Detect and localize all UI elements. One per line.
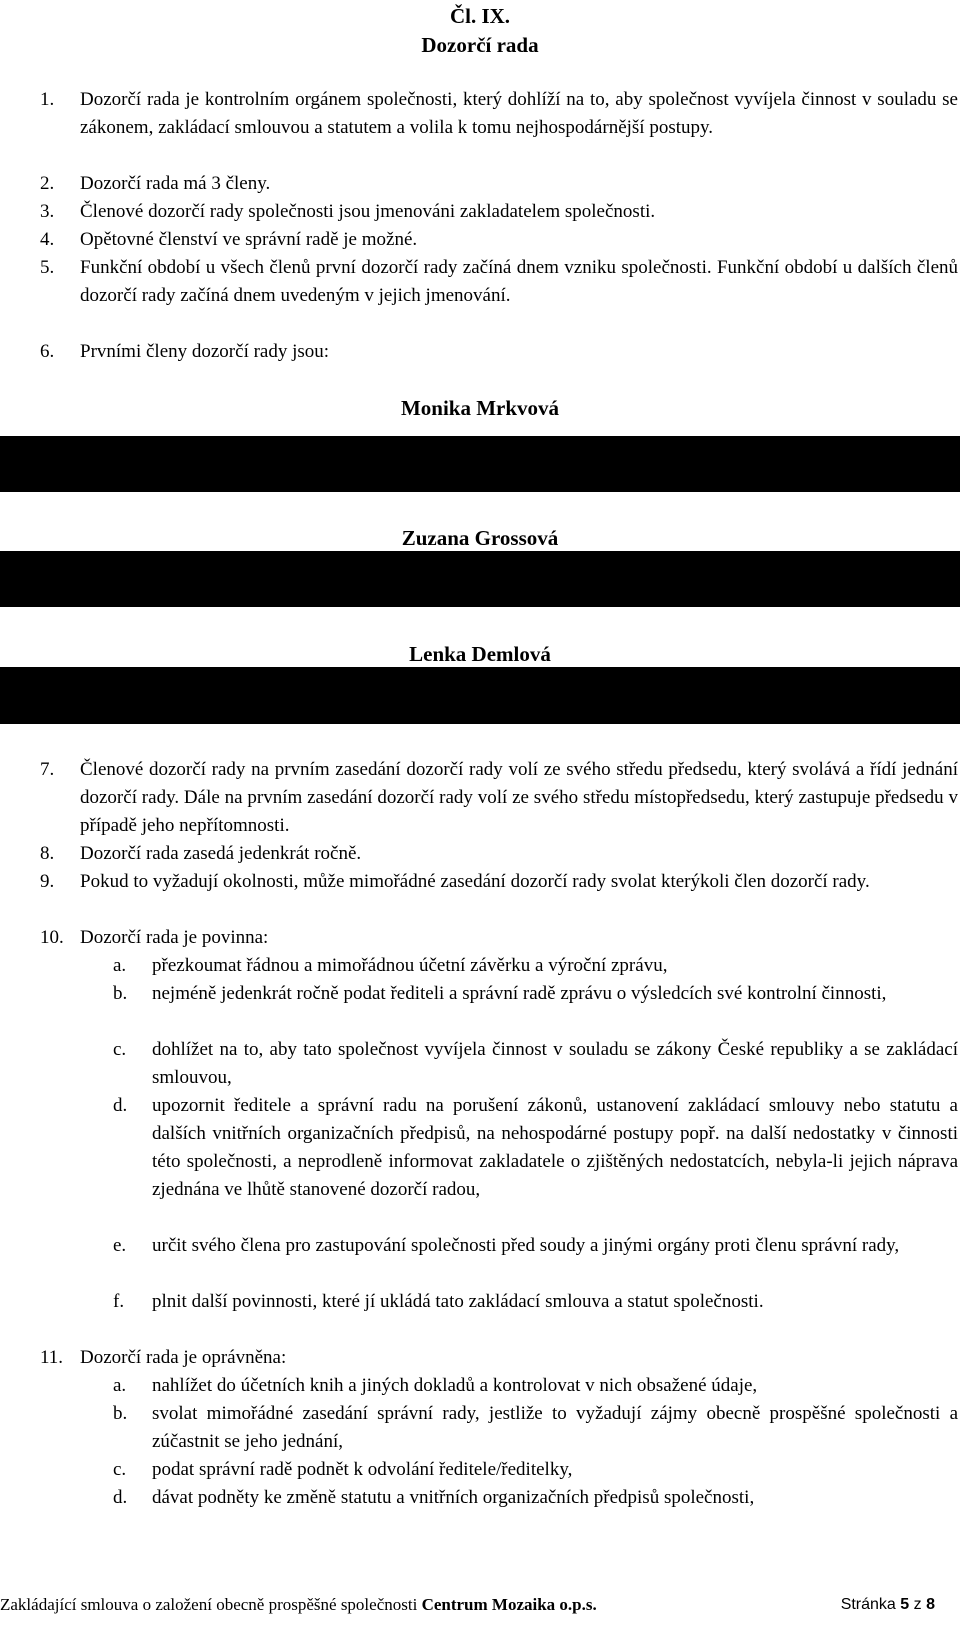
item-text: Dozorčí rada je oprávněna:	[80, 1347, 287, 1368]
duty-letter: a.	[113, 955, 127, 976]
footer-org: Centrum Mozaika o.p.s.	[421, 1595, 597, 1614]
right-letter: a.	[113, 1375, 127, 1396]
duty-text: plnit další povinnosti, které jí ukládá tato zakládací smlouva a statut společnosti.	[152, 1291, 764, 1312]
item-text: Dozorčí rada je povinna:	[80, 927, 269, 948]
item-text: Pokud to vyžadují okolnosti, může mimořádné zasedání dozorčí rady svolat kterýkoli člen dozorčí rady.	[80, 871, 870, 892]
page-number	[841, 1594, 935, 1616]
page-label: Stránka	[840, 1596, 896, 1613]
duty-letter: b.	[113, 983, 128, 1004]
redaction-bar	[0, 551, 960, 607]
redaction-bar	[0, 667, 960, 724]
right-text: nahlížet do účetních knih a jiných dokladů a kontrolovat v nich obsažené údaje,	[152, 1375, 758, 1396]
footer-title	[0, 1594, 597, 1616]
item-text: Prvními členy dozorčí rady jsou:	[80, 341, 330, 362]
item-text: Funkční období u všech členů první dozorčí rady začíná dnem vzniku společnosti. Funkční období u dalších členů dozorčí rady začíná dnem uvedeným v jejich jmenování.	[80, 257, 958, 306]
duty-text: nejméně jedenkrát ročně podat řediteli a správní radě zprávu o výsledcích své kontrolní činnosti,	[152, 983, 887, 1004]
page-current: 5	[900, 1596, 910, 1613]
right-letter: d.	[113, 1487, 128, 1508]
item-number: 10.	[40, 927, 64, 948]
right-text: dávat podněty ke změně statutu a vnitřních organizačních předpisů společnosti,	[152, 1487, 755, 1508]
item-number: 11.	[40, 1347, 64, 1368]
member-name: Monika Mrkvová	[400, 396, 560, 420]
member-name: Lenka Demlová	[409, 642, 551, 666]
article-number: Čl. IX.	[449, 4, 511, 28]
duty-text: upozornit ředitele a správní radu na porušení zákonů, ustanovení zakládací smlouvy nebo statutu a dalších vnitřních organizačních předpisů, na nehospodárné postupy popř. na další nedostatky v činnosti této společnosti, a neprodleně informovat zakladatele o zjištěných nedostatcích, nebyla-li jejich náprava zjednána ve lhůtě stanovené dozorčí radou,	[152, 1095, 958, 1200]
item-text: Dozorčí rada je kontrolním orgánem společnosti, který dohlíží na to, aby společnost vyvíjela činnost v souladu se zákonem, zakládací smlouvou a statutem a volila k tomu nejhospodárnější postupy.	[80, 89, 958, 138]
right-text: podat správní radě podnět k odvolání ředitele/ředitelky,	[152, 1459, 573, 1480]
duty-text: dohlížet na to, aby tato společnost vyvíjela činnost v souladu se zákony České republiky a se zakládací smlouvou,	[152, 1039, 958, 1088]
item-text: Členové dozorčí rady společnosti jsou jmenováni zakladatelem společnosti.	[80, 201, 656, 222]
item-number: 5.	[40, 257, 55, 278]
item-number: 6.	[40, 341, 55, 362]
item-number: 9.	[40, 871, 55, 892]
item-number: 1.	[40, 89, 55, 110]
item-number: 7.	[40, 759, 55, 780]
duty-letter: d.	[113, 1095, 128, 1116]
page-separator: z	[913, 1596, 922, 1613]
member-name: Zuzana Grossová	[401, 526, 559, 550]
article-title: Dozorčí rada	[421, 33, 539, 57]
duty-letter: e.	[113, 1235, 127, 1256]
item-text: Členové dozorčí rady na prvním zasedání dozorčí rady volí ze svého středu předsedu, který svolává a řídí jednání dozorčí rady. Dále na prvním zasedání dozorčí rady volí ze svého středu místopředsedu, který zastupuje předsedu v případě jeho nepřítomnosti.	[80, 759, 958, 836]
item-number: 4.	[40, 229, 55, 250]
right-text: svolat mimořádné zasedání správní rady, jestliže to vyžadují zájmy obecně prospěšné společnosti a zúčastnit se jeho jednání,	[152, 1403, 958, 1452]
duty-letter: f.	[113, 1291, 125, 1312]
page-total: 8	[926, 1596, 935, 1613]
item-number: 3.	[40, 201, 55, 222]
item-text: Opětovné členství ve správní radě je možné.	[80, 229, 418, 250]
item-number: 8.	[40, 843, 55, 864]
redaction-bar	[0, 436, 960, 492]
item-number: 2.	[40, 173, 55, 194]
duty-text: určit svého člena pro zastupování společnosti před soudy a jinými orgány proti členu správní rady,	[152, 1235, 900, 1256]
duty-text: přezkoumat řádnou a mimořádnou účetní závěrku a výroční zprávu,	[152, 955, 668, 976]
right-letter: c.	[113, 1459, 127, 1480]
item-text: Dozorčí rada zasedá jedenkrát ročně.	[80, 843, 362, 864]
item-text: Dozorčí rada má 3 členy.	[80, 173, 271, 194]
right-letter: b.	[113, 1403, 128, 1424]
footer-text: Zakládající smlouva o založení obecně prospěšné společnosti	[0, 1595, 418, 1614]
duty-letter: c.	[113, 1039, 127, 1060]
